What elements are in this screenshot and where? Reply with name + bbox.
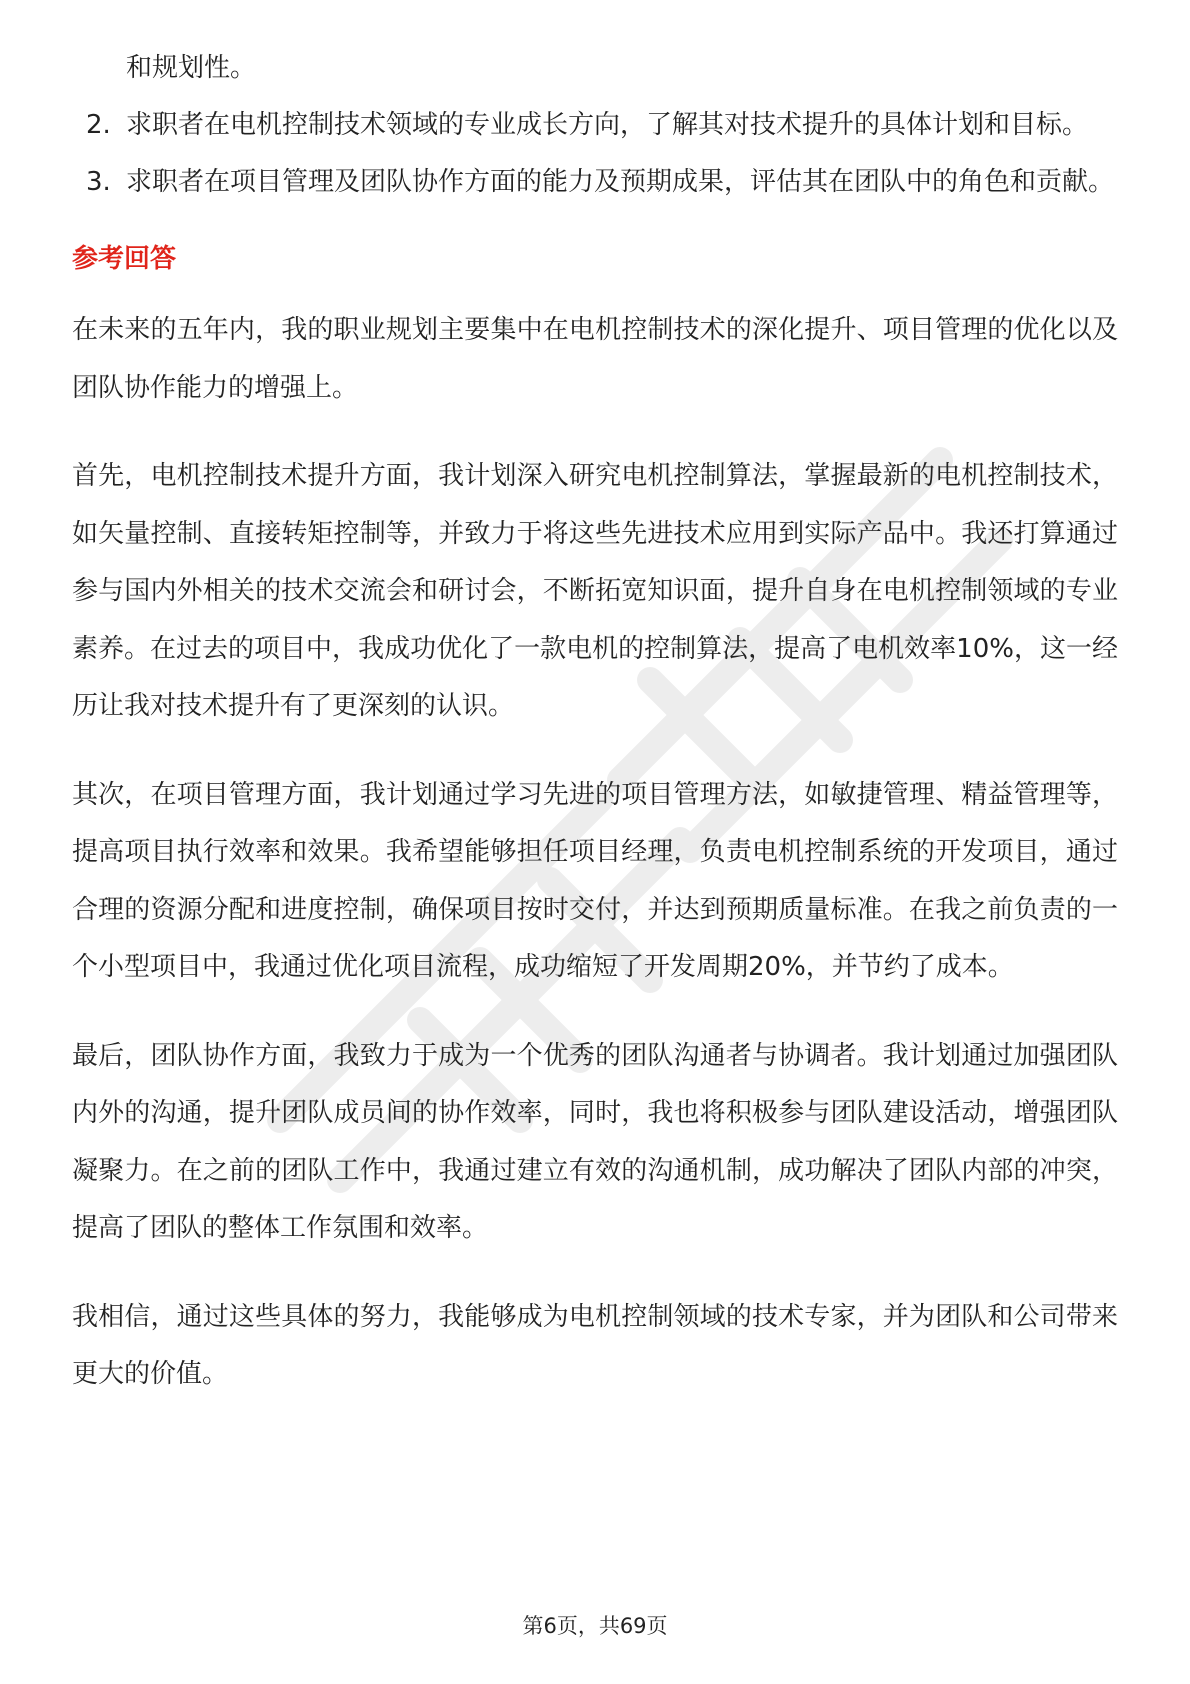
answer-paragraph: 在未来的五年内，我的职业规划主要集中在电机控制技术的深化提升、项目管理的优化以及团队协作能力的增强上。	[72, 315, 1118, 403]
document-content	[72, 40, 1118, 1435]
answer-paragraph: 我相信，通过这些具体的努力，我能够成为电机控制领域的技术专家，并为团队和公司带来更大的价值。	[72, 1301, 1118, 1389]
list-item	[72, 154, 1118, 211]
list-item-number: 2.	[86, 110, 111, 140]
answer-paragraph: 首先，电机控制技术提升方面，我计划深入研究电机控制算法，掌握最新的电机控制技术，如矢量控制、直接转矩控制等，并致力于将这些先进技术应用到实际产品中。我还打算通过参与国内外相关的技术交流会和研讨会，不断拓宽知识面，提升自身在电机控制领域的专业素养。在过去的项目中，我成功优化了一款电机的控制算法，提高了电机效率10%，这一经历让我对技术提升有了更深刻的认识。	[72, 461, 1118, 721]
list-item-text: 求职者在项目管理及团队协作方面的能力及预期成果，评估其在团队中的角色和贡献。	[126, 167, 1115, 197]
page-number: 第6页，共69页	[522, 1614, 668, 1638]
list-item-text: 和规划性。	[126, 53, 257, 83]
section-title: 参考回答	[72, 244, 177, 274]
list-item	[72, 97, 1118, 154]
list-item-number: 3.	[86, 167, 111, 197]
answer-paragraph: 其次，在项目管理方面，我计划通过学习先进的项目管理方法，如敏捷管理、精益管理等，提高项目执行效率和效果。我希望能够担任项目经理，负责电机控制系统的开发项目，通过合理的资源分配和进度控制，确保项目按时交付，并达到预期质量标准。在我之前负责的一个小型项目中，我通过优化项目流程，成功缩短了开发周期20%，并节约了成本。	[72, 779, 1118, 982]
answer-paragraph: 最后，团队协作方面，我致力于成为一个优秀的团队沟通者与协调者。我计划通过加强团队内外的沟通，提升团队成员间的协作效率，同时，我也将积极参与团队建设活动，增强团队凝聚力。在之前的团队工作中，我通过建立有效的沟通机制，成功解决了团队内部的冲突，提高了团队的整体工作氛围和效率。	[72, 1040, 1118, 1243]
list-item	[72, 40, 1118, 97]
question-list	[72, 40, 1118, 211]
list-item-text: 求职者在电机控制技术领域的专业成长方向，了解其对技术提升的具体计划和目标。	[126, 110, 1089, 140]
